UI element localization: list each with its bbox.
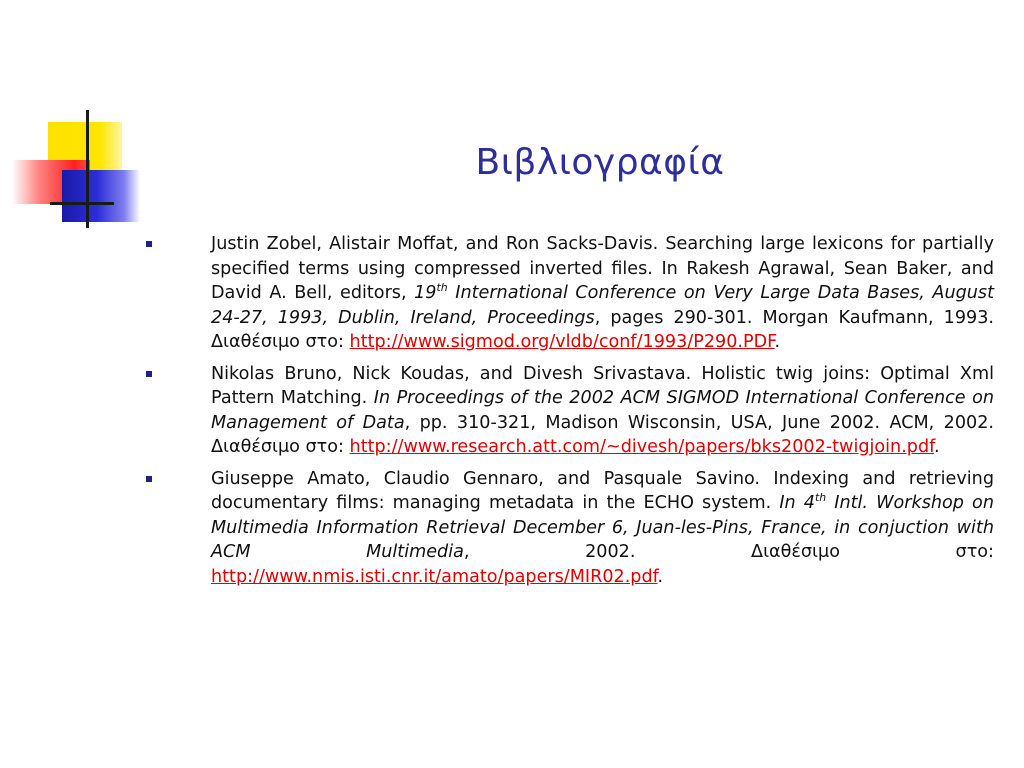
venue-edition: In 4 — [779, 493, 815, 513]
reference-text: Holistic twig joins: Optimal Xml Pattern Matching. — [211, 363, 994, 408]
square-bullet-icon — [146, 371, 152, 377]
venue-title: Intl. Workshop on Multimedia Information Retrieval December 6, Juan-les-Pins, France, in conjuction with ACM Multimedia — [211, 493, 994, 562]
reference-text: Indexing and retrieving documentary films: managing metadata in the ECHO system. — [211, 468, 995, 513]
reference-details: , pp. 310-321, Madison Wisconsin, USA, June 2002. ACM, 2002. Διαθέσιμο στο: — [211, 412, 994, 457]
reference-venue: In Proceedings of the 2002 ACM SIGMOD International Conference on Management of Data — [211, 388, 994, 433]
venue-edition: 19 — [414, 283, 437, 303]
logo-vertical-line — [86, 110, 89, 228]
logo-horizontal-line — [50, 202, 114, 205]
reference-authors: Giuseppe Amato, Claudio Gennaro, and Pasquale Savino. — [211, 468, 761, 489]
square-bullet-icon — [146, 241, 152, 247]
reference-end: . — [934, 437, 940, 457]
square-bullet-icon — [146, 476, 152, 482]
reference-text: Searching large lexicons for partially specified terms using compressed inverted files. In Rakesh Agrawal, Sean Baker, and David A. Bell, editors, — [211, 234, 994, 303]
reference-item — [140, 362, 994, 460]
reference-list — [140, 232, 994, 596]
reference-end: . — [657, 566, 664, 587]
venue-superscript: th — [436, 281, 448, 295]
slide-title: Βιβλιογραφία — [475, 142, 725, 183]
logo-blue-square — [62, 170, 140, 222]
decorative-logo — [0, 0, 150, 240]
reference-item — [140, 232, 994, 355]
reference-end: . — [774, 332, 781, 352]
reference-authors: Justin Zobel, Alistair Moffat, and Ron Sacks-Davis. — [211, 234, 659, 254]
venue-title: International Conference on Very Large Data Bases, August 24-27, 1993, Dublin, Ireland, Proceedings — [211, 283, 994, 328]
reference-link[interactable]: http://www.nmis.isti.cnr.it/amato/papers/MIR02.pdf — [211, 566, 658, 587]
reference-details: , 2002. Διαθέσιμο στο: — [463, 542, 994, 562]
reference-link[interactable]: http://www.research.att.com/~divesh/papers/bks2002-twigjoin.pdf — [349, 437, 935, 457]
reference-details: , pages 290-301. Morgan Kaufmann, 1993. Διαθέσιμο στο: — [211, 307, 994, 352]
reference-authors: Nikolas Bruno, Nick Koudas, and Divesh Srivastava. — [211, 363, 692, 384]
reference-link[interactable]: http://www.sigmod.org/vldb/conf/1993/P290.PDF — [349, 332, 775, 352]
venue-superscript: th — [814, 491, 827, 505]
reference-item — [140, 467, 994, 590]
